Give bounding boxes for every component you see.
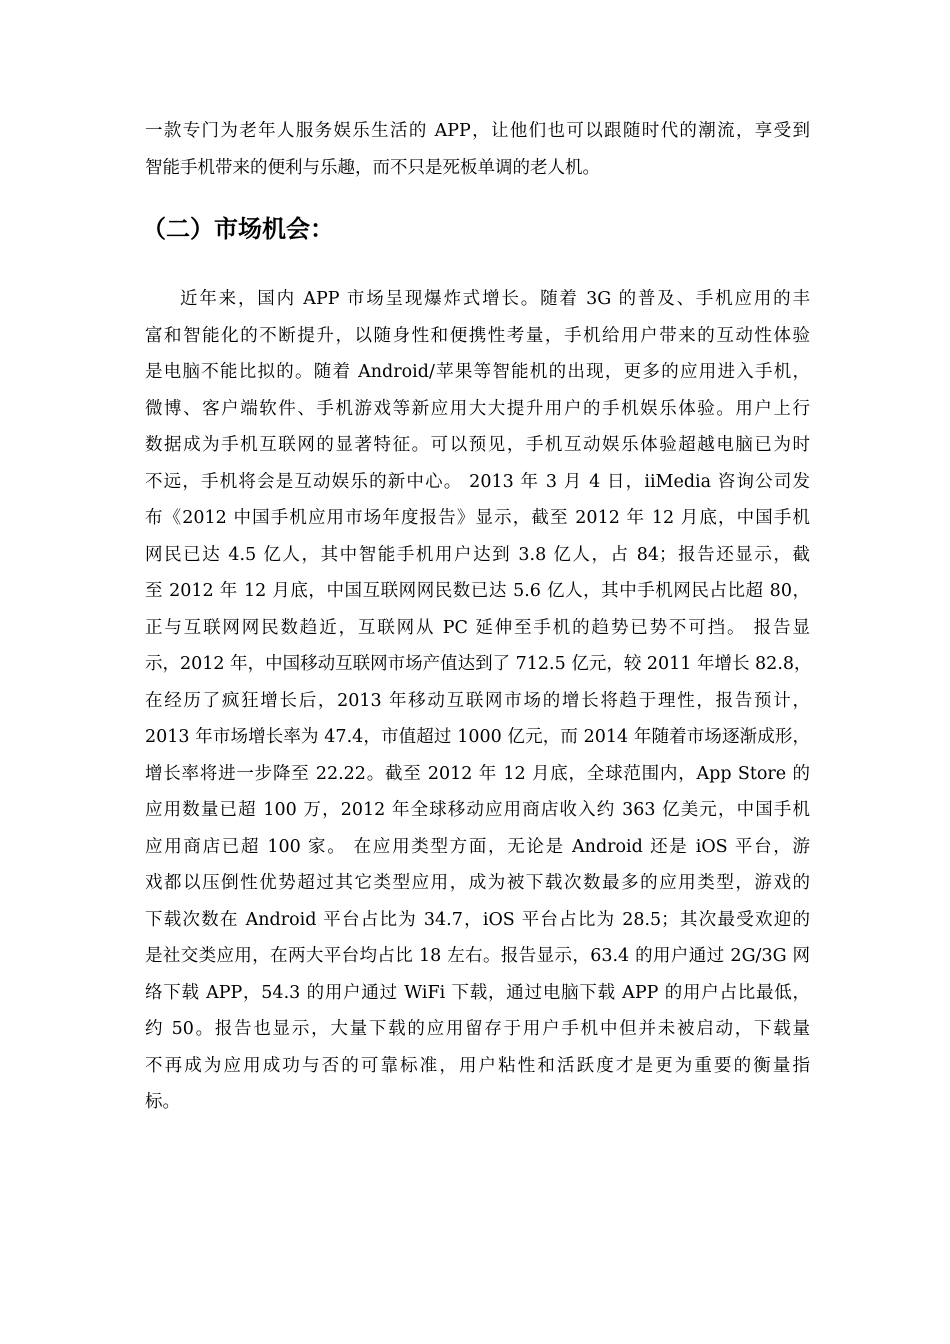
paragraph-line: 正与互联网网民数趋近，互联网从 PC 延伸至手机的趋势已势不可挡。 报告显 [145, 617, 810, 638]
paragraph-line: 富和智能化的不断提升，以随身性和便携性考量，手机给用户带来的互动性体验 [145, 325, 810, 346]
intro-line: 智能手机带来的便利与乐趣，而不只是死板单调的老人机。 [145, 157, 600, 178]
paragraph-line: 戏都以压倒性优势超过其它类型应用，成为被下载次数最多的应用类型，游戏的 [145, 873, 810, 893]
paragraph-line: 网民已达 4.5 亿人，其中智能手机用户达到 3.8 亿人，占 84；报告还显示，截 [145, 544, 810, 565]
market-opportunity-paragraph [145, 281, 810, 1121]
paragraph-line: 是社交类应用，在两大平台均占比 18 左右。报告显示，63.4 的用户通过 2G/3G 网 [145, 946, 810, 966]
paragraph-line: 不远，手机将会是互动娱乐的新中心。 2013 年 3 月 4 日，iiMedia 咨询公司发 [145, 471, 810, 492]
paragraph-line: 数据成为手机互联网的显著特征。可以预见，手机互动娱乐体验超越电脑已为时 [145, 435, 810, 455]
intro-line: 一款专门为老年人服务娱乐生活的 APP，让他们也可以跟随时代的潮流，享受到 [145, 121, 810, 141]
paragraph-line: 微博、客户端软件、手机游戏等新应用大大提升用户的手机娱乐体验。用户上行 [145, 398, 810, 419]
paragraph-line: 不再成为应用成功与否的可靠标准，用户粘性和活跃度才是更为重要的衡量指 [145, 1055, 810, 1076]
intro-paragraph [145, 113, 810, 186]
paragraph-line: 应用数量已超 100 万，2012 年全球移动应用商店收入约 363 亿美元，中国手机 [145, 800, 810, 820]
paragraph-line: 增长率将进一步降至 22.22。截至 2012 年 12 月底，全球范围内，App Store 的 [145, 763, 810, 784]
paragraph-line: 下载次数在 Android 平台占比为 34.7，iOS 平台占比为 28.5；其次最受欢迎的 [145, 909, 810, 930]
paragraph-line: 标。 [145, 1092, 180, 1112]
paragraph-line: 应用商店已超 100 家。 在应用类型方面，无论是 Android 还是 iOS 平台，游 [145, 836, 810, 857]
paragraph-line: 至 2012 年 12 月底，中国互联网网民数已达 5.6 亿人，其中手机网民占比超 80， [145, 581, 810, 601]
section-heading: （二）市场机会： [142, 215, 334, 243]
paragraph-line: 络下载 APP，54.3 的用户通过 WiFi 下载，通过电脑下载 APP 的用户占比最低， [145, 982, 810, 1003]
paragraph-line: 是电脑不能比拟的。随着 Android/苹果等智能机的出现，更多的应用进入手机， [145, 362, 810, 382]
paragraph-line: 在经历了疯狂增长后，2013 年移动互联网市场的增长将趋于理性，报告预计， [145, 690, 810, 711]
paragraph-line: 布《2012 中国手机应用市场年度报告》显示，截至 2012 年 12 月底，中国手机 [145, 508, 810, 528]
paragraph-line: 近年来，国内 APP 市场呈现爆炸式增长。随着 3G 的普及、手机应用的丰 [180, 289, 810, 309]
paragraph-line: 示，2012 年，中国移动互联网市场产值达到了 712.5 亿元，较 2011 年增长 82.8， [145, 654, 812, 674]
paragraph-line: 2013 年市场增长率为 47.4，市值超过 1000 亿元，而 2014 年随着市场逐渐成形， [145, 727, 810, 747]
paragraph-line: 约 50。报告也显示，大量下载的应用留存于用户手机中但并未被启动，下载量 [145, 1019, 810, 1039]
